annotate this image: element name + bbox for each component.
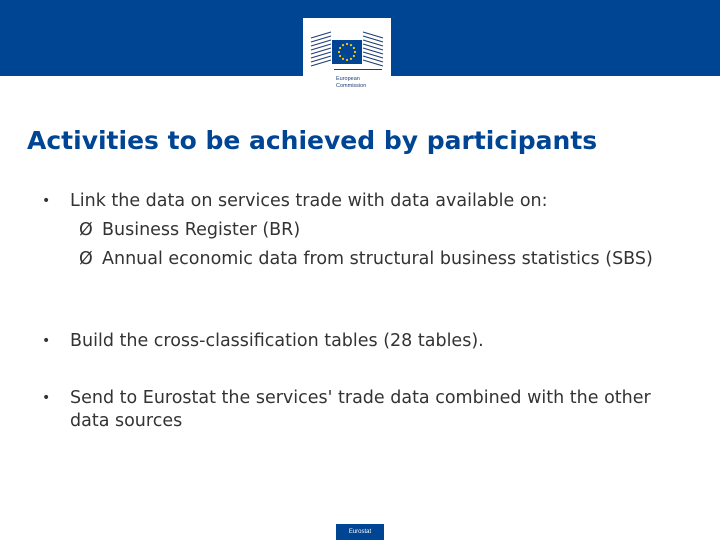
sub-item-text: Business Register (BR) — [102, 220, 301, 240]
bullet-icon: • — [42, 333, 51, 349]
european-commission-logo — [303, 18, 391, 100]
arrow-bullet-icon: Ø — [79, 220, 93, 240]
bullet-text: Build the cross-classification tables (28 tables). — [70, 331, 484, 351]
logo-line-european: European — [336, 76, 360, 82]
bullet-icon: • — [42, 390, 51, 406]
logo-wordmark — [336, 76, 366, 90]
bullet-icon: • — [42, 193, 51, 209]
slide-title: Activities to be achieved by participants — [27, 126, 598, 155]
eurostat-badge: Eurostat — [336, 524, 384, 540]
bullet-text: Send to Eurostat the services' trade data combined with the other data sources — [70, 388, 651, 431]
bullet-text: Link the data on services trade with data available on: — [70, 191, 548, 211]
sub-item-text: Annual economic data from structural business statistics (SBS) — [102, 249, 653, 269]
arrow-bullet-icon: Ø — [79, 249, 93, 269]
logo-line-commission: Commission — [336, 83, 367, 89]
